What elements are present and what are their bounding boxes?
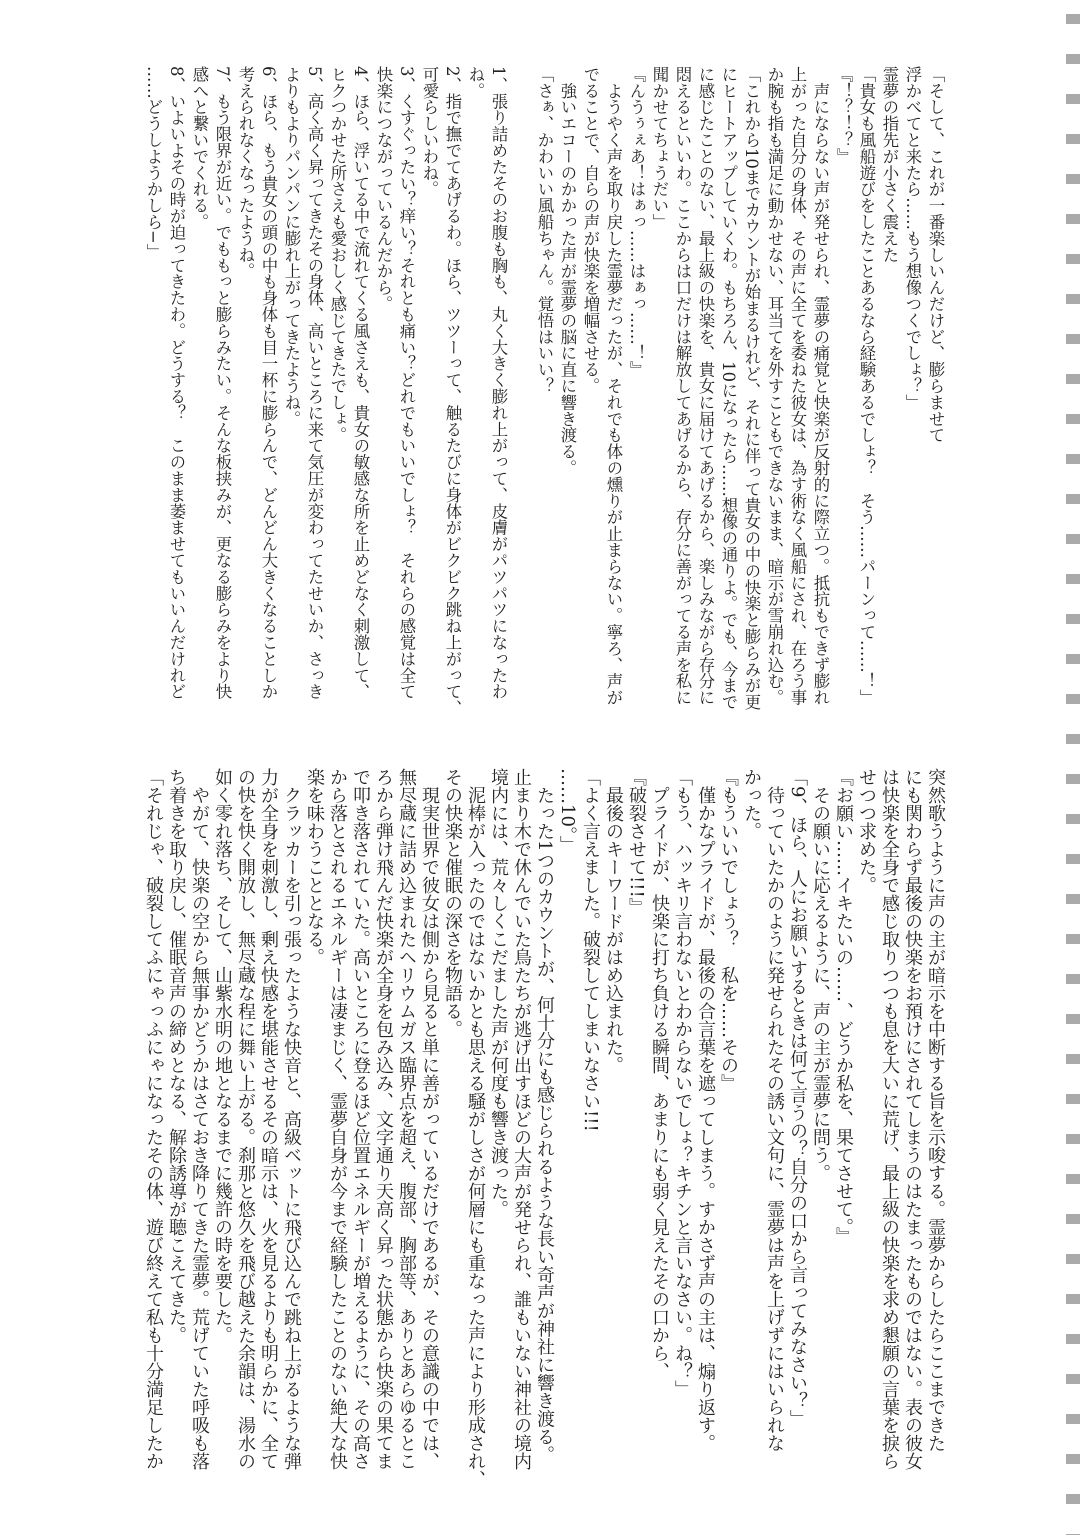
text-line: 『お願い……イキたいの……、どうか私を、果てさせて。』 bbox=[833, 768, 854, 1245]
text-line: から落とされるエネルギーは凄まじく、霊夢自身が今まで経験したことのない絶大な快 bbox=[327, 768, 348, 1470]
text-line: 「貴女も風船遊びをしたことあるなら経験あるでしょ？ そう……パーンって……！」 bbox=[857, 66, 876, 706]
text-line: に感じたことのない、最上級の快楽を、貴女に届けてあげるから、楽しみながら存分に bbox=[696, 66, 715, 706]
text-line: 考えられなくなったようね。 bbox=[236, 66, 255, 280]
text-line: 快楽につながっているんだから。 bbox=[374, 66, 393, 312]
text-line: 可愛らしいわね。 bbox=[420, 66, 439, 198]
text-line: 「9、ほら、人にお願いするときは何て言うの？自分の口から言ってみなさい？」 bbox=[787, 768, 808, 1428]
text-line: プライドが、快楽に打ち負ける瞬間、あまりにも弱く見えたその口から、 bbox=[649, 768, 670, 1380]
text-line: 力が全身を刺激し、剰え快感を堪能させるその暗示は、火を見るよりも明らかに、全て bbox=[258, 768, 279, 1470]
text-line: やがて、快楽の空から無事かどうかはさておき降りてきた霊夢。荒げていた呼吸も落 bbox=[189, 768, 210, 1470]
bottom-text-block bbox=[142, 768, 947, 1508]
text-line: 3、くすぐったい？痒い？それとも痛い？どれでもいいでしょ？ それらの感覚は全て bbox=[397, 66, 416, 700]
text-line: たった1つのカウントが、何十分にも感じられるような長い奇声が神社に響き渡る。 bbox=[534, 768, 555, 1464]
text-line: クラッカーを引っ張ったような快音と、高級ベットに飛び込んで跳ね上がるような弾 bbox=[281, 768, 302, 1470]
text-line: ……どうしようかしら−」 bbox=[144, 66, 163, 261]
text-line: の快を快く開放し、無尽蔵な程に舞い上がる。刹那と悠久を飛び越えた余韻は、湯水の bbox=[235, 768, 256, 1470]
text-line: ち着きを取り戻し、催眠音声の締めとなる、解除誘導が聴こえてきた。 bbox=[166, 768, 187, 1344]
text-line: ヒクつかせた所さえも愛おしく感じてきたでしょ。 bbox=[328, 66, 347, 444]
text-line: その快楽と催眠の深さを物語る。 bbox=[442, 768, 463, 1038]
text-line: かった。 bbox=[741, 768, 762, 840]
text-line: 「それじゃ、破裂してふにゃっふにゃになったその体、遊び終えて私も十分満足したか bbox=[143, 768, 164, 1470]
text-line: その願いに応えるように、声の主が霊夢に問う。 bbox=[810, 768, 831, 1182]
text-line: 声にならない声が発せられ、霊夢の痛覚と快楽が反射的に際立つ。抵抗もできず膨れ bbox=[811, 66, 830, 706]
text-line: で叩き落されていた。高いところに登るほど位置エネルギーが増えるように、その高さ bbox=[350, 768, 371, 1470]
text-line: 止まり木で休んでいた鳥たちが逃げ出すほどの大声が発せられ、誰もいない神社の境内 bbox=[511, 768, 532, 1470]
text-line: 『破裂させて!!!』 bbox=[626, 768, 647, 916]
text-line: 待っていたかのように発せられたその誘い文句に、霊夢は声を上げずにはいられな bbox=[764, 768, 785, 1452]
text-line: は快楽を全身で感じ取りつつも息を大いに荒げ、最上級の快楽を求め懇願の言葉を捩ら bbox=[879, 768, 900, 1470]
text-line: 最後のキーワードがはめ込まれた。 bbox=[603, 768, 624, 1074]
text-line: 浮かべてと来たら……もう想像つくでしょ？」 bbox=[903, 66, 922, 411]
text-line: 泥棒が入ったのではないかとも思える騒がしさが何層にも重なった声により形成され、 bbox=[465, 768, 486, 1488]
text-line: か腕も指も満足に動かせない、耳当てを外すこともできないまま、暗示が雪崩れ込む。 bbox=[765, 66, 784, 706]
text-line: 僅かなプライドが、最後の合言葉を遮ってしまう。すかさず声の主は、煽り返す。 bbox=[695, 768, 716, 1452]
text-line: 「これから10までカウントが始まるけれど、それに伴って貴女の中の快楽と膨らみが更 bbox=[742, 66, 761, 711]
text-line: 「もう、ハッキリ言わないとわからないでしょ？キチンと言いなさい。ね？」 bbox=[672, 768, 693, 1398]
text-line: 「よく言えました。破裂してしまいなさい!!! bbox=[580, 768, 601, 1132]
text-line: 突然歌うように声の主が暗示を中断する旨を示唆する。霊夢からしたらここまできた bbox=[925, 768, 946, 1452]
text-line: せつつ求めた。 bbox=[856, 768, 877, 894]
text-line: 如く零れ落ち、そして、山紫水明の地となるまでに幾許の時を要した。 bbox=[212, 768, 233, 1344]
text-line: よりもよりパンパンに膨れ上がってきたようね。 bbox=[282, 66, 301, 427]
text-line: 霊夢の指先が小さく震えた bbox=[880, 66, 899, 263]
text-line: 7、もう限界が近い。でももっと膨らみたい。そんな板挟みが、更なる膨らみをより快 bbox=[213, 66, 232, 700]
text-line: にヒートアップしていくわ。もちろん、10になったら……想像の通りよ。でも、今まで bbox=[719, 66, 738, 711]
text-line: 上がった自分の身体、その声に全てを委ねた彼女は、為す術なく風船にされ、在ろう事 bbox=[788, 66, 807, 706]
text-line: 4、ほら、浮いてる中で流れてくる風さえも、貴女の敏感な所を止めどなく刺激して、 bbox=[351, 66, 370, 700]
text-line: 悶えるといいわ。ここからは口だけは解放してあげるから、存分に善がってる声を私に bbox=[673, 66, 692, 706]
text-line: 1、張り詰めたそのお腹も胸も、丸く大きく膨れ上がって、皮膚がパツパツになったわ bbox=[489, 66, 508, 700]
text-line: 「さぁ、かわいい風船ちゃん。覚悟はいい？ bbox=[535, 66, 554, 394]
text-line: 『んうぅぇあ！はぁっ……はぁっ……！』 bbox=[627, 66, 646, 378]
text-line: 8、いよいよその時が迫ってきたわ。どうする？ このまま萎ませてもいいんだけれど bbox=[167, 66, 186, 700]
text-line: 境内には、荒々しくこだました声が何度も響き渡った。 bbox=[488, 768, 509, 1218]
text-line: 強いエコーのかかった声が霊夢の脳に直に響き渡る。 bbox=[558, 66, 577, 476]
text-line: 感へと繋いでくれる。 bbox=[190, 66, 209, 230]
text-line: 「そして、これが一番楽しいんだけど、膨らませて bbox=[926, 66, 945, 444]
text-line: ね。 bbox=[466, 66, 485, 99]
text-line: 2、指で撫でてあげるわ。ほら、ツツーって、触るたびに身体がビクビク跳ね上がって、 bbox=[443, 66, 462, 717]
text-line: ようやく声を取り戻した霊夢だったが、それでも体の燻りが止まらない。寧ろ、声が bbox=[604, 66, 623, 706]
text-line: ……10。」 bbox=[557, 768, 578, 854]
text-line: 『！？！？』 bbox=[834, 66, 853, 165]
text-line: にも関わらず最後の快楽をお預けにされてしまうのはたまったものではない。表の彼女 bbox=[902, 768, 923, 1470]
text-line: 無尽蔵に詰め込まれたヘリウムガス臨界点を超え、腹部、胸部等、ありとあらゆるとこ bbox=[396, 768, 417, 1470]
scan-edge-marks bbox=[1066, 0, 1080, 1535]
text-line: 聞かせてちょうだい」 bbox=[650, 66, 669, 230]
text-line: 楽を味わうこととなる。 bbox=[304, 768, 325, 966]
top-text-block bbox=[142, 66, 947, 717]
text-line bbox=[510, 66, 533, 706]
text-line: 『もういいでしょう？ 私を……その』 bbox=[718, 768, 739, 1092]
text-line: 現実世界で彼女は側から見ると単に善がっているだけであるが、その意識の中では、 bbox=[419, 768, 440, 1470]
text-line: でることで、自らの声が快楽を増幅させる。 bbox=[581, 66, 600, 394]
text-line: 5、高く高く昇ってきたその身体、高いところに来て気圧が変わってたせいか、さっき bbox=[305, 66, 324, 700]
text-line: 6、ほら、もう貴女の頭の中も身体も目一杯に膨らんで、どんどん大きくなることしか bbox=[259, 66, 278, 700]
text-line: ろから弾け飛んだ快楽が全身を包み込み、文字通り天高く昇った状態から快楽の果てま bbox=[373, 768, 394, 1470]
